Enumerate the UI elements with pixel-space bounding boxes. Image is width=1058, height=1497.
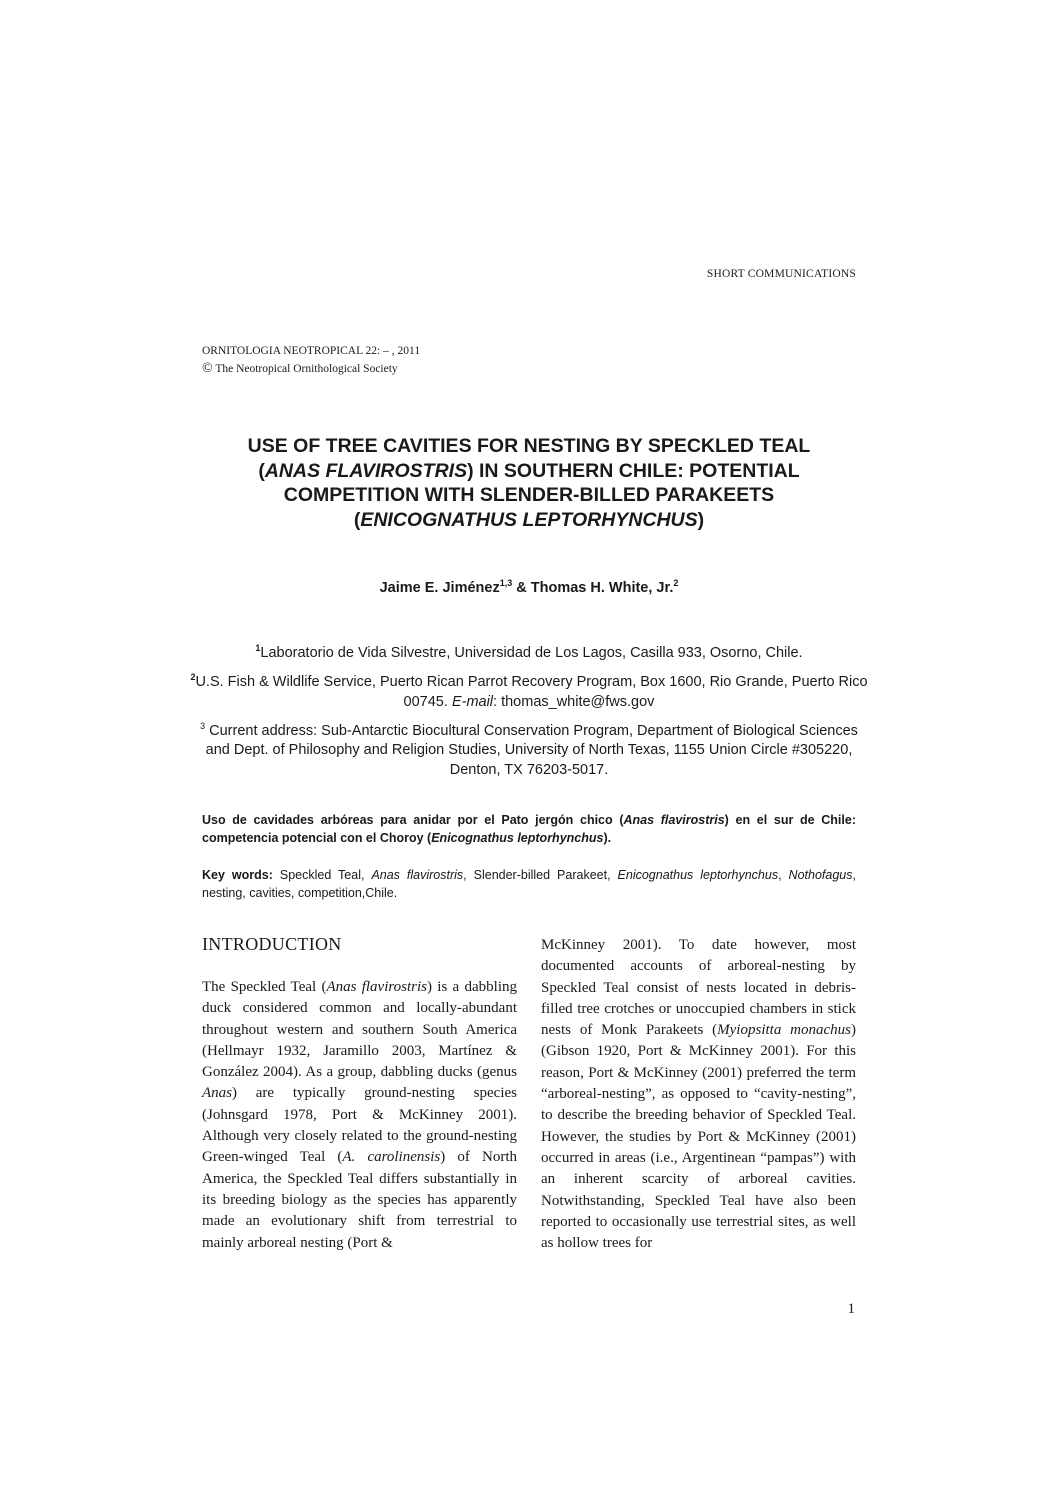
author-1-affiliation: 1,3	[499, 578, 513, 588]
copyright-symbol: ©	[202, 361, 213, 376]
article-title	[150, 434, 908, 532]
title-line-2: (ANAS FLAVIROSTRIS) IN SOUTHERN CHILE: POTENTIAL	[258, 459, 800, 482]
journal-citation	[202, 343, 420, 378]
title-species-1: ANAS FLAVIROSTRIS	[264, 459, 468, 482]
title-line-3: COMPETITION WITH SLENDER-BILLED PARAKEETS	[283, 484, 775, 506]
society-line	[202, 360, 420, 378]
author-2: Thomas H. White, Jr.	[530, 579, 674, 596]
title-line-1: USE OF TREE CAVITIES FOR NESTING BY SPECKLED TEAL	[247, 435, 811, 457]
spanish-title: Uso de cavidades arbóreas para anidar por el Pato jergón chico (Anas flavirostris) en el sur de Chile: competencia potencial con el Choroy (Enicognathus leptorhynchus).	[202, 813, 856, 845]
author-list: Jaime E. Jiménez$^{1,3}$ & Thomas H. White, Jr.$^2$	[379, 578, 679, 596]
author-1: Jaime E. Jiménez	[379, 579, 500, 596]
email-label: E-mail	[451, 693, 494, 710]
affiliations	[190, 638, 868, 784]
section-heading-introduction: INTRODUCTION	[202, 934, 342, 954]
title-line-4: (ENICOGNATHUS LEPTORHYNCHUS)	[353, 508, 705, 531]
affiliation-1: $^1$Laboratorio de Vida Silvestre, Universidad de Los Lagos, Casilla 933, Osorno, Chile.	[255, 643, 803, 661]
section-label: SHORT COMMUNICATIONS	[706, 268, 856, 280]
page-number: 1	[847, 1301, 855, 1317]
author-2-affiliation: 2	[673, 578, 679, 588]
journal-line: ORNITOLOGIA NEOTROPICAL 22: – , 2011	[202, 345, 421, 357]
affiliation-3: $^3$ Current address: Sub-Antarctic Biocultural Conservation Program, Department of Biological Sciences and Dept. of Philosophy and Religion Studies, University of North Texas, 1155 Union Circle #305220, Denton, TX 76203-5017.	[200, 720, 858, 779]
keywords-label: Key words:	[202, 868, 273, 882]
affiliation-2: $^2$U.S. Fish & Wildlife Service, Puerto Rican Parrot Recovery Program, Box 1600, Rio Grande, Puerto Rico 00745. E-mail: thomas_white@fws.gov	[190, 671, 868, 710]
keywords: Key words: Speckled Teal, Anas flavirostris, Slender-billed Parakeet, Enicognathus leptorhynchus, Nothofagus, nesting, cavities, competition,Chile.	[202, 868, 856, 900]
body-column-left: The Speckled Teal (Anas flavirostris) is a dabbling duck considered common and locally-abundant throughout western and southern South America (Hellmayr 1932, Jaramillo 2003, Martínez & González 2004). As a group, dabbling ducks (genus Anas) are typically ground-nesting species (Johnsgard 1978, Port & McKinney 2001). Although very closely related to the ground-nesting Green-winged Teal (A. carolinensis) of North America, the Speckled Teal differs substantially in its breeding biology as the species has apparently made an evolutionary shift from terrestrial to mainly arboreal nesting (Port &	[202, 979, 517, 1251]
title-species-2: ENICOGNATHUS LEPTORHYNCHUS	[360, 508, 698, 531]
email-address: : thomas_white@fws.gov	[493, 693, 655, 710]
society-name: The Neotropical Ornithological Society	[215, 363, 398, 375]
body-column-right: McKinney 2001). To date however, most documented accounts of arboreal-nesting by Speckled Teal consist of nests located in debris-filled tree crotches or unoccupied chambers in stick nests of Monk Parakeets (Myiopsitta monachus) (Gibson 1920, Port & McKinney 2001). For this reason, Port & McKinney (2001) preferred the term “arboreal-nesting”, as opposed to “cavity-nesting”, to describe the breeding behavior of Speckled Teal. However, the studies by Port & McKinney (2001) occurred in areas (i.e., Argentinean “pampas”) with an inherent scarcity of arboreal cavities. Notwithstanding, Speckled Teal have also been reported to occasionally use terrestrial sites, as well as hollow trees for	[541, 937, 856, 1252]
